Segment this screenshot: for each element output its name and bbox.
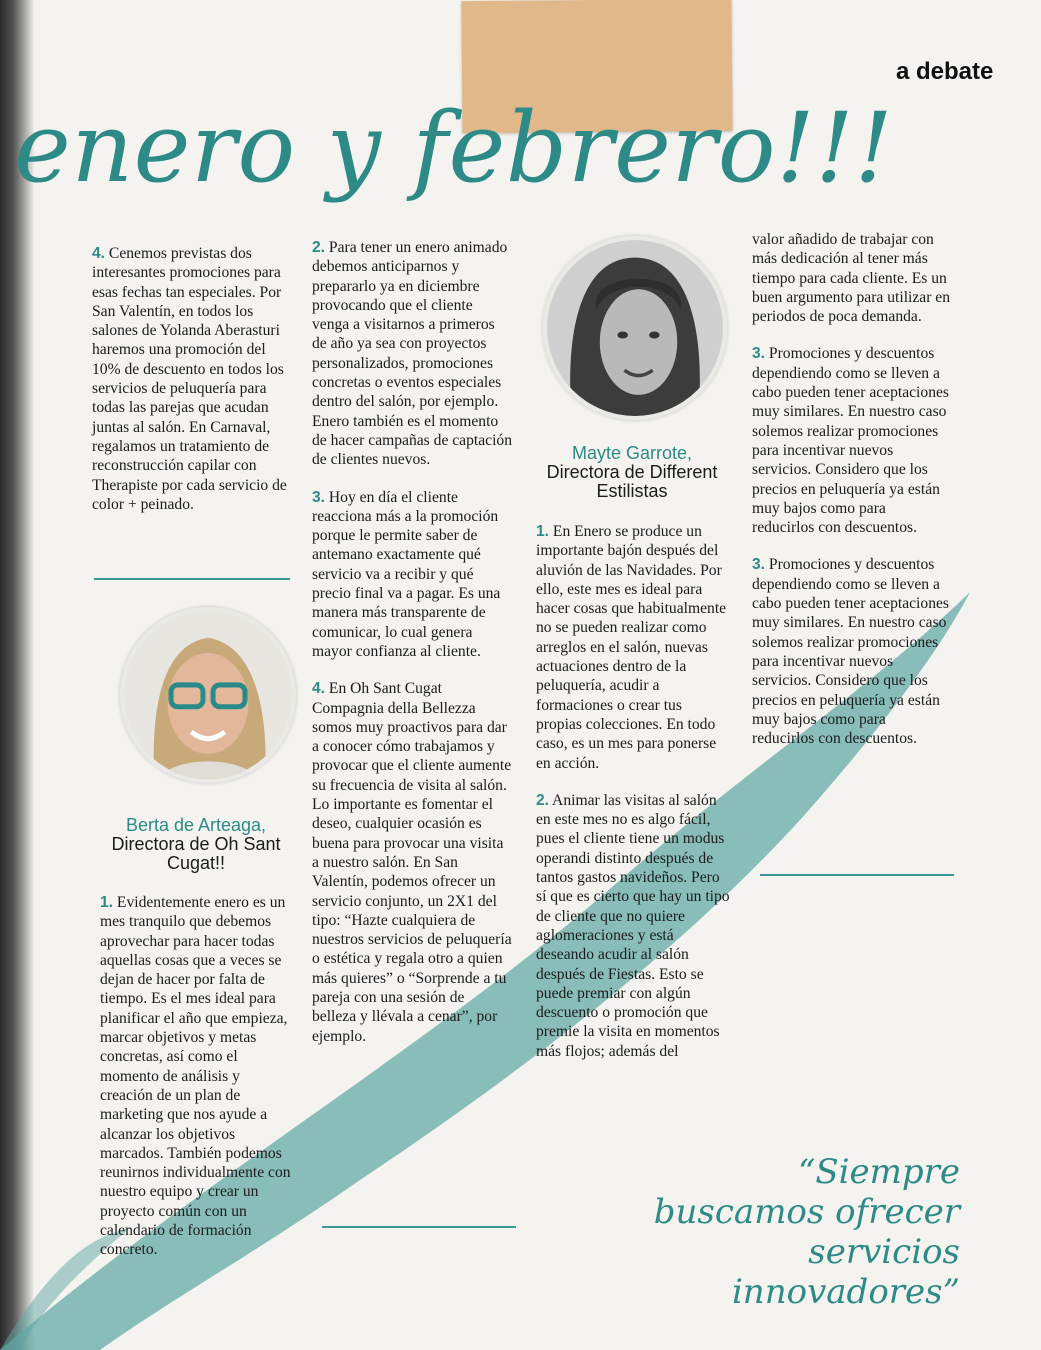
- answer-paragraph: 1. En Enero se produce un importante bajón después del aluvión de las Navidades. Por ello, este mes es ideal para hacer cosas que habitualmente no se pueden realizar como arreglos en el salón, nuevas actuaciones dentro de la peluquería, acudir a formaciones o crear tus propias colecciones. En todo caso, es un mes para ponerse en acción.: [536, 523, 727, 772]
- column-4: [752, 230, 952, 766]
- answer-paragraph: 2. Para tener un enero animado debemos anticiparnos y prepararlo ya en diciembre provocando que el cliente venga a visitarnos a primeros de año ya sea con proyectos personalizados, promociones concretas o eventos especiales dentro del salón, por ejemplo. Enero también es el momento de hacer campañas de captación de clientes nuevos.: [312, 239, 513, 469]
- column-3: [536, 522, 730, 1079]
- answer-paragraph: 4. En Oh Sant Cugat Compagnia della Bellezza somos muy proactivos para dar a conocer cómo trabajamos y provocar que el cliente aumente su frecuencia de visita al salón. Lo importante es fomentar el deseo, cualquier ocasión es buena para provocar una visita a nuestro salón. En San Valentín, podemos ofrecer un servicio conjunto, un 2X1 del tipo: “Hazte cualquiera de nuestros servicios de peluquería o estética y regala otro a quien más quieres” o “Sorprende a tu pareja con una sesión de belleza y llévala a cenar”, por ejemplo.: [312, 680, 512, 1045]
- caption-berta: [96, 816, 296, 873]
- answer-paragraph: valor añadido de trabajar con más dedicación al tener más tiempo para cada cliente. Es un buen argumento para utilizar en periodos de poca demanda.: [752, 231, 951, 326]
- page-headline: enero y febrero!!!: [14, 92, 894, 204]
- section-tag: a debate: [896, 58, 994, 85]
- portrait-image: [124, 611, 292, 779]
- answer-paragraph: 2. Animar las visitas al salón en este mes no es algo fácil, pues el cliente tiene un modus operandi distinto después de tantos gastos navideños. Pero sí que es cierto que hay un tipo de cliente que no quiere aglomeraciones y está deseando acudir al salón después de Fiestas. Esto se puede premiar con algún descuento o promoción que premie la visita en momentos más flojos; además del: [536, 791, 730, 1060]
- answer-paragraph: 3. Promociones y descuentos dependiendo como se lleven a cabo pueden tener aceptaciones muy similares. En nuestro caso solemos realizar promociones para incentivar nuevos servicios. Considero que los precios en peluquería ya están muy bajos como para reducirlos con descuentos.: [752, 345, 949, 537]
- pull-quote: “Siempre buscamos ofrecer servicios innovadores”: [653, 1152, 960, 1312]
- profile-name: Mayte Garrote,: [571, 443, 693, 463]
- divider-rule: [94, 578, 290, 580]
- column-2: [312, 238, 512, 1064]
- answer-paragraph: 1. Evidentemente enero es un mes tranquilo que debemos aprovechar para hacer todas aquellas cosas que a veces se dejan de hacer por falta de tiempo. Es el mes ideal para planificar el año que empieza, marcar objetivos y metas concretas, así como el momento de análisis y creación de un plan de marketing que nos ayude a alcanzar los objetivos marcados. También podemos reunirnos individualmente con nuestro equipo y crear un proyecto común con un calendario de formación concreto.: [100, 894, 291, 1259]
- column-1-bottom: [100, 893, 292, 1278]
- answer-paragraph: 3. Promociones y descuentos dependiendo como se lleven a cabo pueden tener aceptaciones muy similares. En nuestro caso solemos realizar promociones para incentivar nuevos servicios. Considero que los precios en peluquería ya están muy bajos como para reducirlos con descuentos.: [752, 556, 949, 748]
- avatar-berta: [120, 607, 296, 783]
- divider-rule: [760, 874, 954, 876]
- profile-role: Directora de Different Estilistas: [546, 462, 718, 501]
- column-1-top: [92, 244, 292, 532]
- profile-name: Berta de Arteaga,: [125, 815, 267, 835]
- avatar-mayte: [543, 236, 727, 420]
- caption-mayte: [540, 444, 724, 501]
- portrait-image: [547, 240, 723, 416]
- answer-paragraph: 3. Hoy en día el cliente reacciona más a la promoción porque le permite saber de antemano exactamente qué servicio va a recibir y qué precio final va a pagar. Es una manera más transparente de comunicar, lo cual genera mayor confianza al cliente.: [312, 488, 501, 660]
- divider-rule: [322, 1226, 516, 1228]
- profile-role: Directora de Oh Sant Cugat!!: [111, 834, 281, 873]
- answer-paragraph: 4. Cenemos previstas dos interesantes promociones para esas fechas tan especiales. Por San Valentín, en todos los salones de Yolanda Aberasturi haremos una promoción del 10% de descuento en todos los servicios de peluquería para todas las parejas que acudan juntas al salón. En Carnaval, regalamos un tratamiento de reconstrucción capilar con Therapiste por cada servicio de color + peinado.: [92, 245, 287, 513]
